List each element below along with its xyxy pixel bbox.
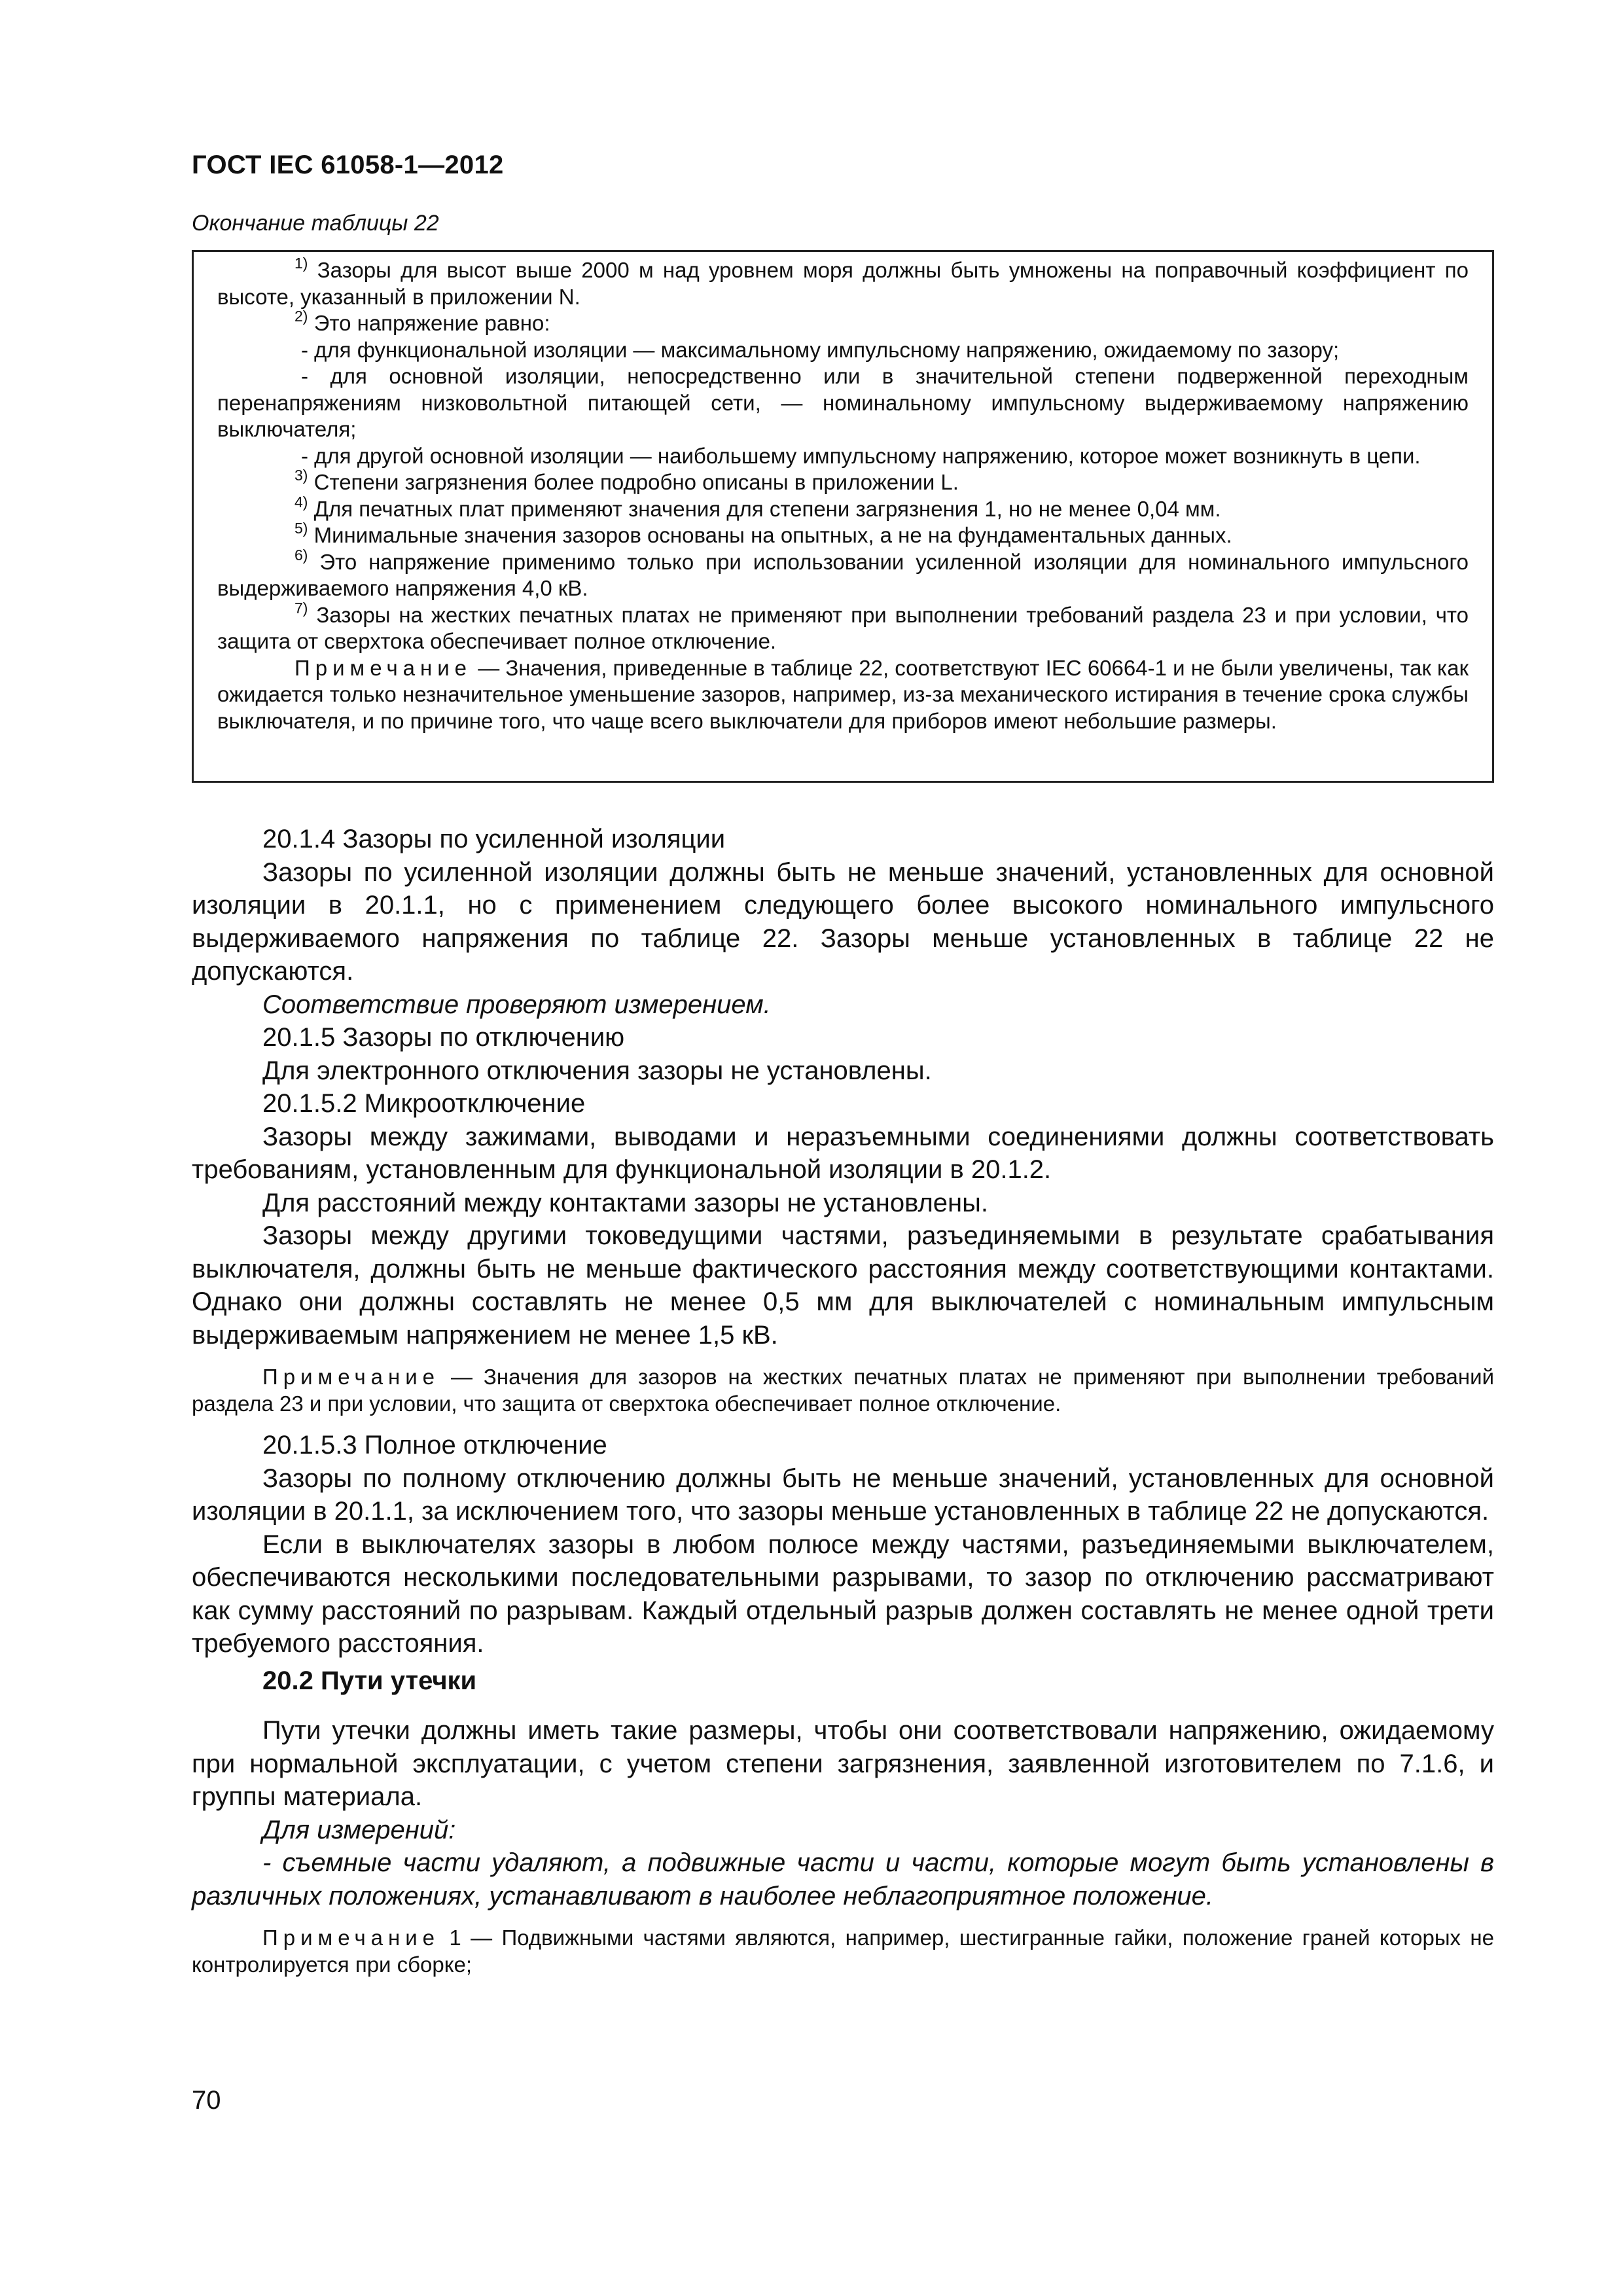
page-number: 70 bbox=[192, 2086, 221, 2115]
table-note-3 bbox=[217, 469, 1469, 496]
paragraph: Зазоры между другими токоведущими частями, разъединяемыми в результате срабатывания выключателя, должны быть не меньше фактического расстояния между соответствующими контактами. Однако они должны составлять не менее 0,5 мм для выключателей с номинальным импульсным выдерживаемым напряжением не менее 1,5 кВ. bbox=[192, 1221, 1494, 1350]
table-note-2-item: - для функциональной изоляции — максимальному импульсному напряжению, ожидаемому по зазору; bbox=[301, 337, 1340, 362]
note-number: 1 bbox=[449, 1926, 461, 1950]
table-note-text: Минимальные значения зазоров основаны на опытных, а не на фундаментальных данных. bbox=[313, 523, 1232, 547]
table-note-2-item: - для другой основной изоляции — наибольшему импульсному напряжению, которое может возникнуть в цепи. bbox=[301, 443, 1421, 468]
footnote-marker: 4) bbox=[294, 493, 308, 511]
section-heading-20-2: 20.2 Пути утечки bbox=[262, 1666, 477, 1695]
note bbox=[192, 1363, 1494, 1417]
paragraph: Зазоры между зажимами, выводами и неразъемными соединениями должны соответствовать требованиям, установленным для функциональной изоляции в 20.1.2. bbox=[192, 1122, 1494, 1184]
table-note-text: Зазоры для высот выше 2000 м над уровнем моря должны быть умножены на поправочный коэффициент по высоте, указанный в приложении N. bbox=[217, 258, 1469, 309]
note-label: Примечание bbox=[294, 655, 473, 680]
table-note-2-item: - для основной изоляции, непосредственно или в значительной степени подверженной переходным перенапряжениям низковольтной питающей сети, — номинальному импульсному выдерживаемому напряжению выключателя; bbox=[217, 364, 1469, 441]
table-note-text: Зазоры на жестких печатных платах не применяют при выполнении требований раздела 23 и при условии, что защита от сверхтока обеспечивает полное отключение. bbox=[217, 602, 1469, 653]
section-title-20-1-5-2: 20.1.5.2 Микроотключение bbox=[262, 1089, 586, 1118]
compliance-check: Соответствие проверяют измерением. bbox=[262, 990, 771, 1019]
paragraph: Зазоры по усиленной изоляции должны быть не меньше значений, установленных для основной изоляции в 20.1.1, но с применением следующего более высокого номинального импульсного выдерживаемого напряжения по таблице 22. Зазоры меньше установленных в таблице 22 не допускаются. bbox=[192, 857, 1494, 986]
table-note-text: Степени загрязнения более подробно описаны в приложении L. bbox=[313, 470, 959, 494]
table-note-6 bbox=[217, 546, 1469, 602]
table-caption: Окончание таблицы 22 bbox=[192, 211, 439, 236]
note bbox=[192, 1924, 1494, 1978]
paragraph: Если в выключателях зазоры в любом полюсе между частями, разъединяемыми выключателем, обеспечиваются несколькими последовательными разрывами, то зазор по отключению рассматривают как сумму расстояний по разрывам. Каждый отдельный разрыв должен составлять не менее одной трети требуемого расстояния. bbox=[192, 1530, 1494, 1658]
section-title-20-1-5: 20.1.5 Зазоры по отключению bbox=[262, 1023, 625, 1052]
paragraph: Для электронного отключения зазоры не установлены. bbox=[262, 1056, 932, 1085]
section-title-20-1-5-3: 20.1.5.3 Полное отключение bbox=[262, 1431, 607, 1460]
table-note-7 bbox=[217, 599, 1469, 655]
paragraph: Для расстояний между контактами зазоры не установлены. bbox=[262, 1188, 989, 1217]
note-text: — Подвижными частями являются, например, шестигранные гайки, положение граней которых не контролируется при сборке; bbox=[192, 1926, 1494, 1977]
table-note-5 bbox=[217, 522, 1469, 549]
table-note-text: Для печатных плат применяют значения для степени загрязнения 1, но не менее 0,04 мм. bbox=[313, 496, 1221, 521]
footnote-marker: 1) bbox=[294, 255, 308, 272]
footnote-marker: 7) bbox=[294, 599, 308, 617]
body-text bbox=[192, 823, 1494, 1990]
section-title-20-1-4: 20.1.4 Зазоры по усиленной изоляции bbox=[262, 825, 726, 853]
note-label: Примечание bbox=[262, 1926, 440, 1950]
footnote-marker: 6) bbox=[294, 546, 308, 564]
table-general-note bbox=[217, 655, 1469, 735]
table-note-1 bbox=[217, 257, 1469, 310]
measurement-item: - съемные части удаляют, а подвижные части и части, которые могут быть установлены в различных положениях, устанавливают в наиболее неблагоприятное положение. bbox=[192, 1848, 1494, 1910]
measurement-intro: Для измерений: bbox=[262, 1815, 456, 1844]
note-text: — Значения для зазоров на жестких печатных платах не применяют при выполнении требований раздела 23 и при условии, что защита от сверхтока обеспечивает полное отключение. bbox=[192, 1365, 1494, 1416]
table-note-2 bbox=[217, 310, 1469, 337]
note-label: Примечание bbox=[262, 1365, 440, 1389]
footnote-marker: 5) bbox=[294, 520, 308, 537]
table-note-text: Это напряжение равно: bbox=[313, 311, 550, 335]
footnote-marker: 3) bbox=[294, 467, 308, 484]
table-note-4 bbox=[217, 493, 1469, 523]
document-header: ГОСТ IEC 61058-1—2012 bbox=[192, 151, 504, 179]
note-text: — Значения, приведенные в таблице 22, соответствуют IEC 60664-1 и не были увеличены, так как ожидается только незначительное уменьшение зазоров, например, из-за механического истирания в течение срока службы выключателя, и по причине того, что чаще всего выключатели для приборов имеют небольшие размеры. bbox=[217, 655, 1469, 733]
paragraph: Зазоры по полному отключению должны быть не меньше значений, установленных для основной изоляции в 20.1.1, за исключением того, что зазоры меньше установленных в таблице 22 не допускаются. bbox=[192, 1463, 1494, 1526]
paragraph: Пути утечки должны иметь такие размеры, чтобы они соответствовали напряжению, ожидаемому при нормальной эксплуатации, с учетом степени загрязнения, заявленной изготовителем по 7.1.6, и группы материала. bbox=[192, 1716, 1494, 1811]
table-note-text: Это напряжение применимо только при использовании усиленной изоляции для номинального импульсного выдерживаемого напряжения 4,0 кВ. bbox=[217, 549, 1469, 600]
table-notes-box bbox=[192, 250, 1494, 783]
footnote-marker: 2) bbox=[294, 308, 308, 325]
